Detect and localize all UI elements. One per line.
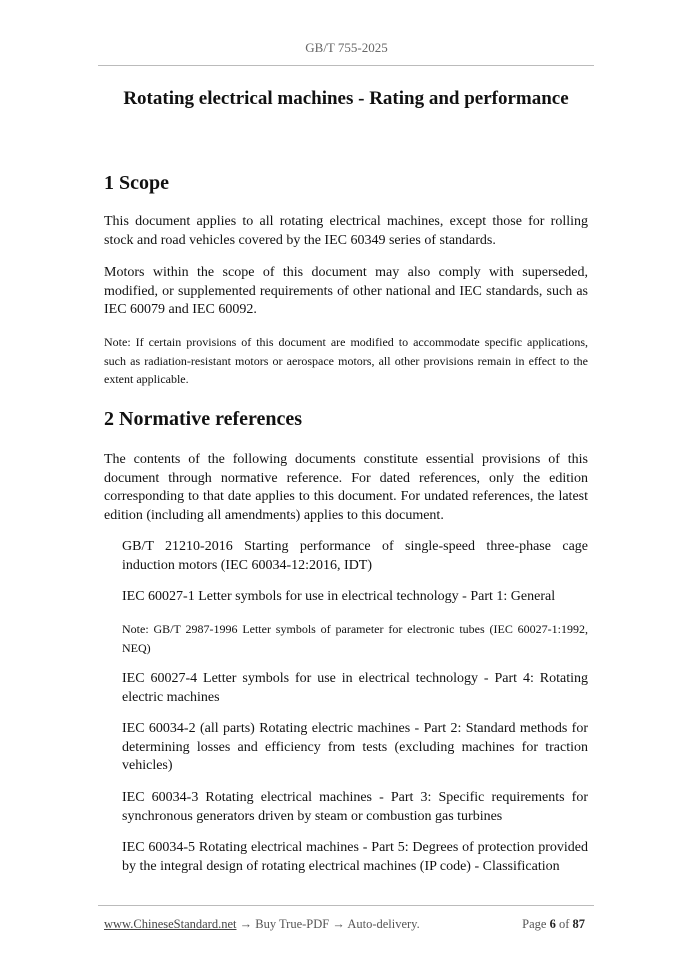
arrow-right-icon: → <box>239 917 253 931</box>
of-label: of <box>558 917 570 931</box>
section-heading-scope: 1 Scope <box>104 172 169 194</box>
reference-item: IEC 60027-1 Letter symbols for use in electrical technology - Part 1: General <box>122 589 556 604</box>
scope-paragraph-2: Motors within the scope of this document may also comply with superseded, modified, or supplemented requirements of other national and IEC standards, such as IEC 60079 and IEC 60092. <box>104 265 588 317</box>
reference-item: GB/T 21210-2016 Starting performance of single-speed three-phase cage induction motors (IEC 60034-12:2016, IDT) <box>122 539 588 573</box>
reference-item: IEC 60034-2 (all parts) Rotating electric machines - Part 2: Standard methods for determining losses and efficiency from tests (excluding machines for traction vehicles) <box>122 721 588 773</box>
site-link[interactable]: www.ChineseStandard.net <box>104 917 237 931</box>
arrow-right-icon: → <box>332 917 345 931</box>
reference-note: Note: GB/T 2987-1996 Letter symbols of parameter for electronic tubes (IEC 60027-1:1992, NEQ) <box>122 622 588 655</box>
page-current: 6 <box>549 917 556 931</box>
header-standard-code: GB/T 755-2025 <box>305 40 388 55</box>
page-label: Page <box>522 917 547 931</box>
header-divider <box>98 65 594 66</box>
footer-divider <box>98 905 594 906</box>
scope-note: Note: If certain provisions of this document are modified to accommodate specific applications, such as radiation-resistant motors or aerospace motors, all other provisions remain in effect to the extent applicable. <box>104 335 588 386</box>
delivery-text: Auto-delivery. <box>347 917 420 931</box>
footer-promo <box>104 917 420 932</box>
reference-item: IEC 60034-3 Rotating electrical machines - Part 3: Specific requirements for synchronous generators driven by steam or combustion gas turbines <box>122 790 588 824</box>
reference-item: IEC 60034-5 Rotating electrical machines - Part 5: Degrees of protection provided by the integral design of rotating electrical machines (IP code) - Classification <box>122 840 588 874</box>
page-total: 87 <box>572 917 585 931</box>
reference-item: IEC 60027-4 Letter symbols for use in electrical technology - Part 4: Rotating electric machines <box>122 671 588 705</box>
document-title: Rotating electrical machines - Rating and performance <box>123 88 569 109</box>
normative-intro: The contents of the following documents constitute essential provisions of this document through normative reference. For dated references, only the edition corresponding to that date applies to this document. For undated references, the latest edition (including all amendments) applies to this document. <box>104 452 588 523</box>
scope-paragraph-1: This document applies to all rotating electrical machines, except those for rolling stock and road vehicles covered by the IEC 60349 series of standards. <box>104 214 588 248</box>
section-heading-normative-references: 2 Normative references <box>104 408 303 430</box>
buy-link[interactable]: Buy True-PDF <box>255 917 330 931</box>
page-indicator <box>522 917 585 932</box>
